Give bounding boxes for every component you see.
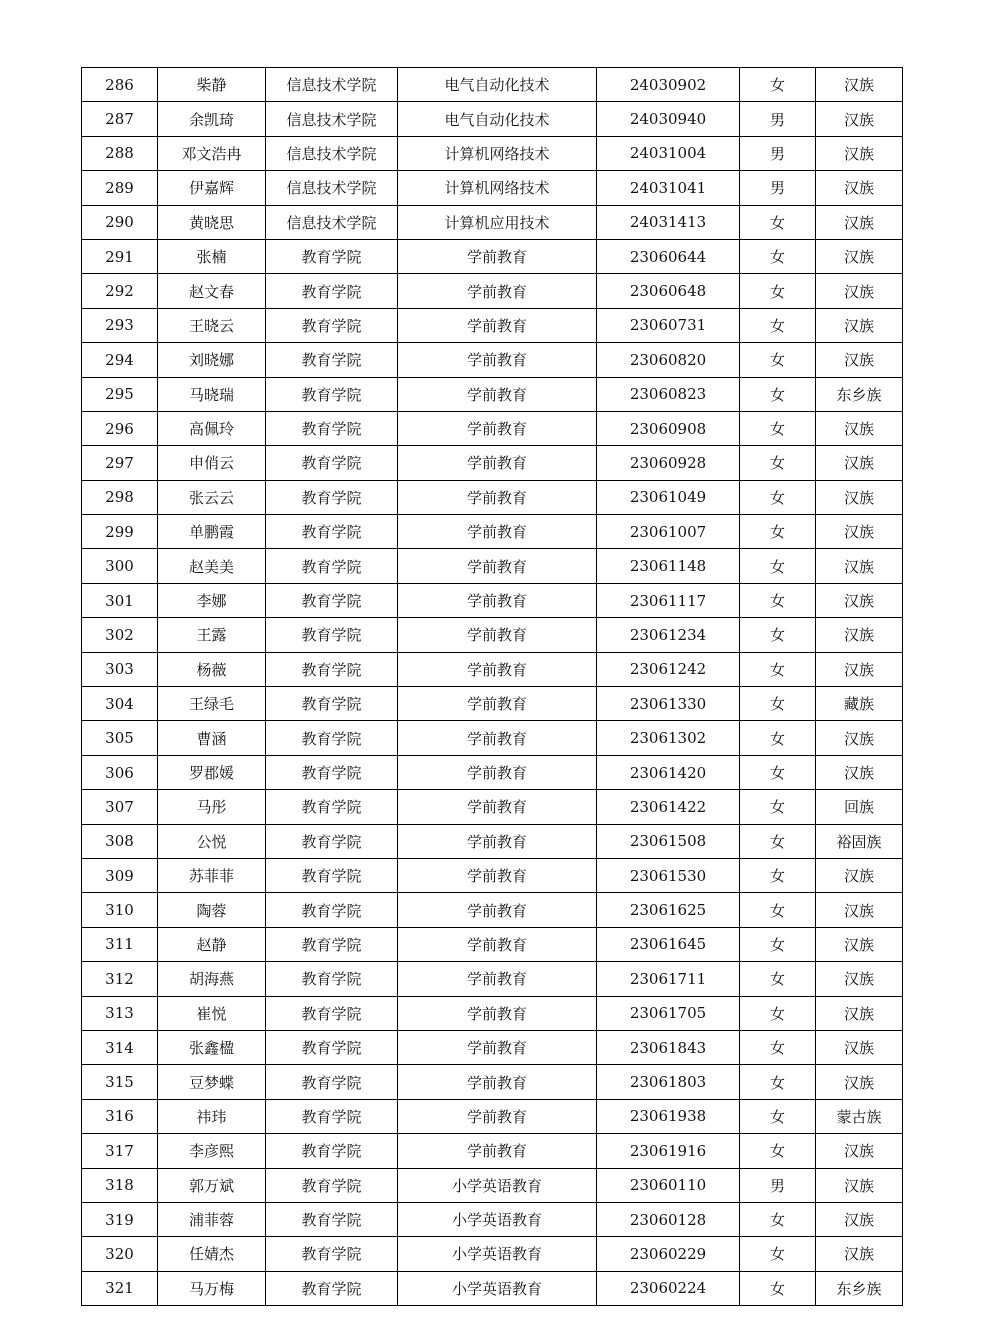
gender-cell: 女 [740,1099,816,1133]
row-number-cell: 309 [82,858,158,892]
major-cell: 学前教育 [398,446,597,480]
name-cell: 祎玮 [158,1099,266,1133]
row-number-cell: 292 [82,274,158,308]
table-row [82,549,903,583]
college-cell: 教育学院 [266,721,398,755]
ethnicity-cell: 汉族 [816,205,903,239]
major-cell: 学前教育 [398,239,597,273]
college-cell: 教育学院 [266,1065,398,1099]
college-cell: 教育学院 [266,343,398,377]
student-id-cell: 23060128 [597,1202,740,1236]
table-row [82,687,903,721]
table-row [82,755,903,789]
name-cell: 余凯琦 [158,102,266,136]
table-row [82,377,903,411]
student-id-cell: 23061508 [597,824,740,858]
major-cell: 学前教育 [398,824,597,858]
ethnicity-cell: 汉族 [816,996,903,1030]
college-cell: 教育学院 [266,1271,398,1305]
college-cell: 教育学院 [266,308,398,342]
row-number-cell: 288 [82,136,158,170]
row-number-cell: 286 [82,68,158,102]
table-row [82,171,903,205]
college-cell: 教育学院 [266,549,398,583]
gender-cell: 男 [740,1168,816,1202]
student-id-cell: 23061916 [597,1134,740,1168]
gender-cell: 女 [740,377,816,411]
ethnicity-cell: 汉族 [816,343,903,377]
major-cell: 学前教育 [398,893,597,927]
ethnicity-cell: 汉族 [816,1237,903,1271]
gender-cell: 女 [740,446,816,480]
major-cell: 电气自动化技术 [398,68,597,102]
student-id-cell: 23061711 [597,962,740,996]
row-number-cell: 317 [82,1134,158,1168]
row-number-cell: 299 [82,515,158,549]
gender-cell: 女 [740,962,816,996]
gender-cell: 女 [740,893,816,927]
row-number-cell: 305 [82,721,158,755]
student-id-cell: 23060110 [597,1168,740,1202]
college-cell: 教育学院 [266,1030,398,1064]
student-id-cell: 23061645 [597,927,740,961]
name-cell: 浦菲蓉 [158,1202,266,1236]
gender-cell: 女 [740,927,816,961]
major-cell: 小学英语教育 [398,1237,597,1271]
student-id-cell: 23061117 [597,583,740,617]
ethnicity-cell: 汉族 [816,549,903,583]
ethnicity-cell: 汉族 [816,618,903,652]
ethnicity-cell: 回族 [816,790,903,824]
major-cell: 学前教育 [398,1030,597,1064]
college-cell: 教育学院 [266,583,398,617]
ethnicity-cell: 汉族 [816,1065,903,1099]
table-row [82,1202,903,1236]
student-id-cell: 23061049 [597,480,740,514]
gender-cell: 女 [740,583,816,617]
name-cell: 崔悦 [158,996,266,1030]
ethnicity-cell: 汉族 [816,411,903,445]
row-number-cell: 287 [82,102,158,136]
major-cell: 学前教育 [398,962,597,996]
ethnicity-cell: 汉族 [816,102,903,136]
college-cell: 教育学院 [266,1134,398,1168]
ethnicity-cell: 藏族 [816,687,903,721]
gender-cell: 女 [740,996,816,1030]
name-cell: 郭万斌 [158,1168,266,1202]
college-cell: 教育学院 [266,962,398,996]
row-number-cell: 293 [82,308,158,342]
college-cell: 信息技术学院 [266,205,398,239]
major-cell: 计算机网络技术 [398,136,597,170]
name-cell: 赵美美 [158,549,266,583]
student-id-cell: 23060229 [597,1237,740,1271]
row-number-cell: 315 [82,1065,158,1099]
major-cell: 学前教育 [398,1134,597,1168]
gender-cell: 女 [740,549,816,583]
row-number-cell: 291 [82,239,158,273]
ethnicity-cell: 汉族 [816,480,903,514]
major-cell: 学前教育 [398,996,597,1030]
table-row [82,962,903,996]
table-row [82,515,903,549]
row-number-cell: 301 [82,583,158,617]
major-cell: 计算机网络技术 [398,171,597,205]
major-cell: 学前教育 [398,1065,597,1099]
gender-cell: 女 [740,343,816,377]
college-cell: 信息技术学院 [266,102,398,136]
table-row [82,274,903,308]
gender-cell: 女 [740,411,816,445]
name-cell: 黄晓思 [158,205,266,239]
row-number-cell: 314 [82,1030,158,1064]
name-cell: 张楠 [158,239,266,273]
name-cell: 任婧杰 [158,1237,266,1271]
college-cell: 教育学院 [266,927,398,961]
college-cell: 教育学院 [266,687,398,721]
major-cell: 学前教育 [398,721,597,755]
ethnicity-cell: 汉族 [816,583,903,617]
student-id-cell: 23060908 [597,411,740,445]
gender-cell: 男 [740,102,816,136]
college-cell: 教育学院 [266,515,398,549]
name-cell: 胡海燕 [158,962,266,996]
table-row [82,1237,903,1271]
student-id-cell: 23061938 [597,1099,740,1133]
name-cell: 王绿毛 [158,687,266,721]
row-number-cell: 311 [82,927,158,961]
student-id-cell: 23060820 [597,343,740,377]
row-number-cell: 313 [82,996,158,1030]
student-id-cell: 23061330 [597,687,740,721]
name-cell: 苏菲菲 [158,858,266,892]
ethnicity-cell: 汉族 [816,1202,903,1236]
ethnicity-cell: 汉族 [816,308,903,342]
table-row [82,927,903,961]
gender-cell: 女 [740,480,816,514]
ethnicity-cell: 汉族 [816,1030,903,1064]
name-cell: 罗郡媛 [158,755,266,789]
gender-cell: 女 [740,618,816,652]
table-row [82,1134,903,1168]
gender-cell: 女 [740,1202,816,1236]
ethnicity-cell: 汉族 [816,68,903,102]
major-cell: 学前教育 [398,308,597,342]
major-cell: 电气自动化技术 [398,102,597,136]
college-cell: 信息技术学院 [266,136,398,170]
table-row [82,1030,903,1064]
student-id-cell: 24030902 [597,68,740,102]
student-roster-table [81,67,903,1306]
college-cell: 教育学院 [266,1237,398,1271]
college-cell: 教育学院 [266,652,398,686]
gender-cell: 女 [740,205,816,239]
table-row [82,652,903,686]
name-cell: 王露 [158,618,266,652]
ethnicity-cell: 汉族 [816,274,903,308]
gender-cell: 女 [740,515,816,549]
name-cell: 李彦熙 [158,1134,266,1168]
student-id-cell: 24030940 [597,102,740,136]
row-number-cell: 318 [82,1168,158,1202]
table-row [82,1065,903,1099]
ethnicity-cell: 汉族 [816,927,903,961]
major-cell: 学前教育 [398,549,597,583]
row-number-cell: 296 [82,411,158,445]
gender-cell: 女 [740,68,816,102]
table-row [82,824,903,858]
major-cell: 学前教育 [398,274,597,308]
name-cell: 刘晓娜 [158,343,266,377]
college-cell: 教育学院 [266,824,398,858]
student-id-cell: 23060731 [597,308,740,342]
name-cell: 李娜 [158,583,266,617]
row-number-cell: 321 [82,1271,158,1305]
table-row [82,618,903,652]
table-row [82,102,903,136]
row-number-cell: 310 [82,893,158,927]
student-id-cell: 23061422 [597,790,740,824]
student-id-cell: 23061705 [597,996,740,1030]
table-row [82,68,903,102]
row-number-cell: 300 [82,549,158,583]
gender-cell: 女 [740,1065,816,1099]
name-cell: 柴静 [158,68,266,102]
row-number-cell: 308 [82,824,158,858]
name-cell: 公悦 [158,824,266,858]
name-cell: 王晓云 [158,308,266,342]
table-row [82,480,903,514]
gender-cell: 女 [740,1237,816,1271]
gender-cell: 男 [740,136,816,170]
ethnicity-cell: 东乡族 [816,1271,903,1305]
major-cell: 学前教育 [398,1099,597,1133]
ethnicity-cell: 东乡族 [816,377,903,411]
college-cell: 教育学院 [266,274,398,308]
name-cell: 申俏云 [158,446,266,480]
ethnicity-cell: 汉族 [816,721,903,755]
student-id-cell: 23060823 [597,377,740,411]
major-cell: 学前教育 [398,618,597,652]
student-id-cell: 23060648 [597,274,740,308]
table-row [82,239,903,273]
table-row [82,1271,903,1305]
table-row [82,583,903,617]
name-cell: 邓文浩冉 [158,136,266,170]
table-row [82,790,903,824]
major-cell: 学前教育 [398,858,597,892]
major-cell: 小学英语教育 [398,1271,597,1305]
gender-cell: 女 [740,755,816,789]
table-row [82,343,903,377]
major-cell: 小学英语教育 [398,1202,597,1236]
student-id-cell: 23061302 [597,721,740,755]
table-row [82,1168,903,1202]
table-row [82,996,903,1030]
student-id-cell: 23061242 [597,652,740,686]
gender-cell: 女 [740,239,816,273]
row-number-cell: 290 [82,205,158,239]
student-id-cell: 23060928 [597,446,740,480]
name-cell: 高佩玲 [158,411,266,445]
name-cell: 马晓瑞 [158,377,266,411]
name-cell: 单鹏霞 [158,515,266,549]
row-number-cell: 319 [82,1202,158,1236]
row-number-cell: 295 [82,377,158,411]
table-row [82,1099,903,1133]
gender-cell: 女 [740,1030,816,1064]
name-cell: 赵文春 [158,274,266,308]
ethnicity-cell: 汉族 [816,1168,903,1202]
name-cell: 豆梦蝶 [158,1065,266,1099]
college-cell: 教育学院 [266,790,398,824]
college-cell: 教育学院 [266,893,398,927]
major-cell: 小学英语教育 [398,1168,597,1202]
student-id-cell: 23061530 [597,858,740,892]
major-cell: 学前教育 [398,755,597,789]
name-cell: 马万梅 [158,1271,266,1305]
student-id-cell: 23061234 [597,618,740,652]
gender-cell: 女 [740,790,816,824]
table-row [82,308,903,342]
college-cell: 教育学院 [266,377,398,411]
name-cell: 杨薇 [158,652,266,686]
table-row [82,446,903,480]
college-cell: 教育学院 [266,1168,398,1202]
ethnicity-cell: 汉族 [816,239,903,273]
gender-cell: 女 [740,652,816,686]
table-body [82,68,903,1306]
major-cell: 学前教育 [398,377,597,411]
row-number-cell: 294 [82,343,158,377]
table-row [82,721,903,755]
table-row [82,893,903,927]
student-id-cell: 24031004 [597,136,740,170]
gender-cell: 女 [740,824,816,858]
ethnicity-cell: 裕固族 [816,824,903,858]
table-row [82,136,903,170]
name-cell: 马彤 [158,790,266,824]
ethnicity-cell: 汉族 [816,652,903,686]
ethnicity-cell: 汉族 [816,893,903,927]
student-id-cell: 23061625 [597,893,740,927]
ethnicity-cell: 汉族 [816,171,903,205]
row-number-cell: 320 [82,1237,158,1271]
row-number-cell: 312 [82,962,158,996]
ethnicity-cell: 汉族 [816,136,903,170]
gender-cell: 女 [740,687,816,721]
row-number-cell: 298 [82,480,158,514]
college-cell: 教育学院 [266,858,398,892]
gender-cell: 女 [740,858,816,892]
row-number-cell: 302 [82,618,158,652]
name-cell: 陶蓉 [158,893,266,927]
student-id-cell: 23061148 [597,549,740,583]
name-cell: 伊嘉辉 [158,171,266,205]
document-page [81,67,902,1306]
college-cell: 教育学院 [266,480,398,514]
student-id-cell: 23061420 [597,755,740,789]
row-number-cell: 316 [82,1099,158,1133]
major-cell: 学前教育 [398,927,597,961]
ethnicity-cell: 蒙古族 [816,1099,903,1133]
ethnicity-cell: 汉族 [816,858,903,892]
gender-cell: 男 [740,171,816,205]
student-id-cell: 24031413 [597,205,740,239]
gender-cell: 女 [740,308,816,342]
gender-cell: 女 [740,1134,816,1168]
college-cell: 教育学院 [266,618,398,652]
name-cell: 张鑫楹 [158,1030,266,1064]
gender-cell: 女 [740,721,816,755]
student-id-cell: 23061007 [597,515,740,549]
college-cell: 教育学院 [266,446,398,480]
ethnicity-cell: 汉族 [816,755,903,789]
ethnicity-cell: 汉族 [816,446,903,480]
major-cell: 学前教育 [398,411,597,445]
row-number-cell: 306 [82,755,158,789]
row-number-cell: 304 [82,687,158,721]
ethnicity-cell: 汉族 [816,962,903,996]
college-cell: 信息技术学院 [266,68,398,102]
gender-cell: 女 [740,1271,816,1305]
ethnicity-cell: 汉族 [816,1134,903,1168]
major-cell: 学前教育 [398,687,597,721]
row-number-cell: 307 [82,790,158,824]
row-number-cell: 303 [82,652,158,686]
major-cell: 学前教育 [398,515,597,549]
name-cell: 赵静 [158,927,266,961]
row-number-cell: 297 [82,446,158,480]
ethnicity-cell: 汉族 [816,515,903,549]
student-id-cell: 23060224 [597,1271,740,1305]
college-cell: 教育学院 [266,1099,398,1133]
student-id-cell: 23061803 [597,1065,740,1099]
row-number-cell: 289 [82,171,158,205]
name-cell: 曹涵 [158,721,266,755]
major-cell: 学前教育 [398,480,597,514]
college-cell: 教育学院 [266,755,398,789]
student-id-cell: 23060644 [597,239,740,273]
college-cell: 教育学院 [266,996,398,1030]
table-row [82,411,903,445]
table-row [82,858,903,892]
major-cell: 学前教育 [398,343,597,377]
major-cell: 学前教育 [398,790,597,824]
gender-cell: 女 [740,274,816,308]
college-cell: 教育学院 [266,239,398,273]
student-id-cell: 23061843 [597,1030,740,1064]
major-cell: 学前教育 [398,583,597,617]
college-cell: 信息技术学院 [266,171,398,205]
college-cell: 教育学院 [266,411,398,445]
name-cell: 张云云 [158,480,266,514]
student-id-cell: 24031041 [597,171,740,205]
major-cell: 计算机应用技术 [398,205,597,239]
major-cell: 学前教育 [398,652,597,686]
table-row [82,205,903,239]
college-cell: 教育学院 [266,1202,398,1236]
